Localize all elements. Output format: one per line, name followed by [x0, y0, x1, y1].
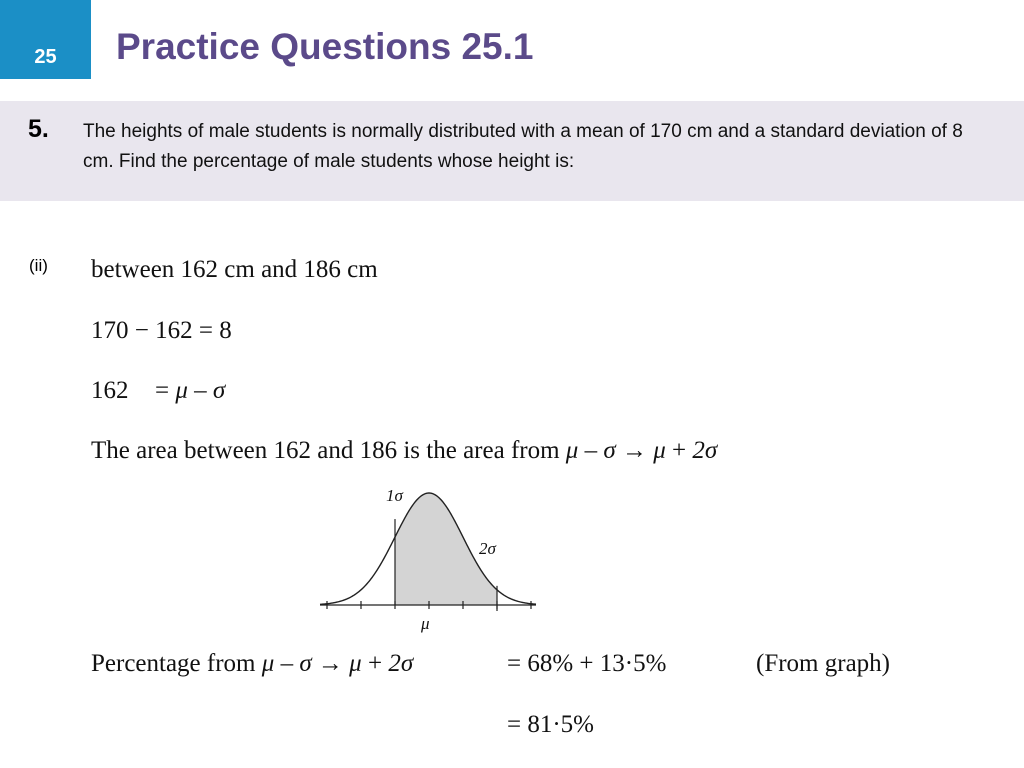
step2-value: 162	[91, 377, 129, 404]
question-number: 5.	[28, 115, 49, 143]
mu-label: μ	[421, 614, 430, 633]
area-sigma-1: σ	[603, 437, 616, 464]
result-total: = 81·5%	[507, 711, 594, 738]
question-box	[0, 101, 1024, 201]
one-sigma-label: 1σ	[386, 486, 403, 505]
chapter-number-tab	[0, 0, 91, 79]
area-two-sigma: 2σ	[692, 437, 718, 464]
step2-sigma: σ	[212, 377, 226, 404]
result-sum: = 68% + 13·5%	[507, 650, 667, 677]
normal-curve-graph	[318, 485, 540, 635]
chapter-number: 25	[34, 46, 57, 68]
pct-arrow: →	[317, 650, 343, 677]
part-prompt: between 162 cm and 186 cm	[91, 256, 378, 283]
area-arrow: →	[621, 437, 647, 464]
area-mu-2: μ	[653, 437, 666, 464]
two-sigma-label: 2σ	[479, 539, 496, 558]
pct-sigma-1: σ	[299, 650, 312, 677]
step2-mu: μ	[175, 377, 188, 404]
area-mu-1: μ	[565, 437, 579, 464]
source-note: (From graph)	[756, 650, 890, 677]
area-statement	[91, 437, 717, 465]
part-label: (ii)	[29, 256, 48, 275]
percentage-statement	[91, 650, 413, 678]
pct-minus: –	[280, 650, 294, 677]
step-difference: 170 − 162 = 8	[91, 317, 232, 344]
step-mu-minus-sigma	[91, 377, 225, 405]
percentage-text: Percentage from	[91, 650, 256, 677]
step2-equals: =	[155, 377, 170, 404]
pct-mu-1: μ	[261, 650, 275, 677]
area-plus: +	[672, 437, 687, 464]
page-title: Practice Questions 25.1	[116, 26, 534, 67]
question-text: The heights of male students is normally distributed with a mean of 170 cm and a standard deviation of 8 cm. Find the percentage of male students whose height is:	[83, 121, 963, 172]
pct-two-sigma: 2σ	[388, 650, 414, 677]
pct-mu-2: μ	[349, 650, 362, 677]
area-text: The area between 162 and 186 is the area from	[91, 437, 560, 464]
step2-minus: –	[194, 377, 207, 404]
area-minus: –	[584, 437, 598, 464]
pct-plus: +	[367, 650, 383, 677]
